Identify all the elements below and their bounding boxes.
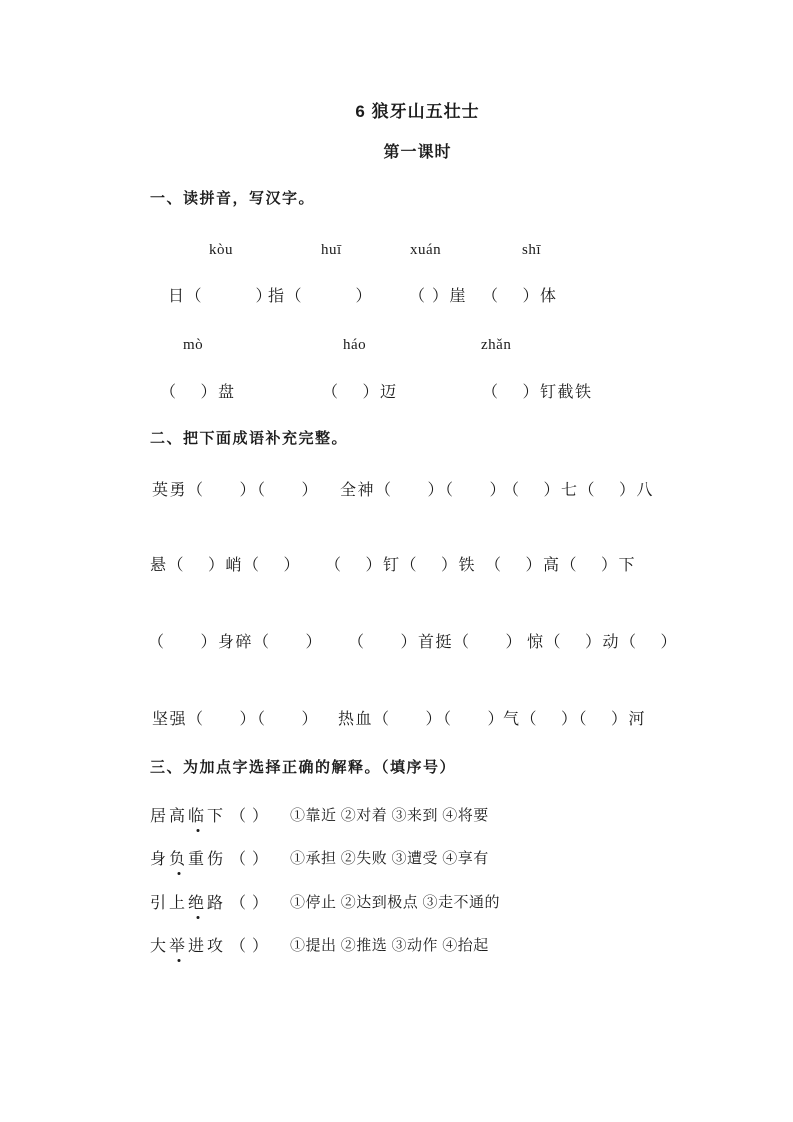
dotted-char: 绝 [188,895,208,912]
explain-item-4 [0,937,793,1017]
option-list: ①靠近 ②对着 ③来到 ④将要 [290,808,489,824]
idiom-blank-group: 热血（ ）（ ） [338,711,506,728]
phrase-with-dotted-char [150,937,269,957]
option-list: ①提出 ②推选 ③动作 ④抬起 [290,938,489,954]
phrase-text: 大 [150,938,170,955]
idiom-blank-group: （ ）七（ ）八 [503,482,655,499]
pinyin-xuan: xuán [410,242,442,258]
pinyin-hui: huī [321,242,342,258]
phrase-text: 居高 [150,808,189,825]
fill-blank-group: （ ）迈 [322,384,398,401]
dotted-char: 负 [169,851,189,868]
section1-heading: 一、读拼音，写汉字。 [150,190,316,207]
option-list: ①承担 ②失败 ③遭受 ④享有 [290,851,489,867]
idiom-blank-group: 惊（ ）动（ ） [527,634,679,651]
phrase-text: 路 [207,895,227,912]
fill-blank-group: 指（ ） [268,288,374,305]
phrase-text: 下 [207,808,227,825]
fill-blank-group: 日（ ） [168,288,274,305]
option-list: ①停止 ②达到极点 ③走不通的 [290,895,501,911]
dotted-char: 举 [169,938,189,955]
phrase-with-dotted-char [150,850,269,870]
section3-heading: 三、为加点字选择正确的解释。（填序号） [150,759,457,776]
fill-blank-group: （ ）崖 [409,288,468,305]
pinyin-zhan: zhǎn [481,337,512,353]
idiom-blank-group: 全神（ ）（ ） [340,482,508,499]
idiom-blank-group: （ ）首挺（ ） [348,634,524,651]
idiom-blank-group: 悬（ ）峭（ ） [150,557,302,574]
idiom-blank-group: （ ）身碎（ ） [148,634,324,651]
answer-blank: （ ） [230,851,270,868]
phrase-with-dotted-char [150,807,269,827]
answer-blank: （ ） [230,895,270,912]
lesson-title: 6 狼牙山五壮士 [355,102,480,121]
hanzi-row-2 [0,383,793,483]
fill-blank-group: （ ）钉截铁 [482,384,593,401]
section2-heading: 二、把下面成语补充完整。 [150,430,349,447]
idiom-blank-group: （ ）高（ ）下 [485,557,637,574]
phrase-text: 进攻 [188,938,227,955]
fill-blank-group: （ ）盘 [160,384,236,401]
answer-blank: （ ） [230,808,270,825]
answer-blank: （ ） [230,938,270,955]
fill-blank-group: （ ）体 [482,288,558,305]
idiom-blank-group: （ ）钉（ ）铁 [325,557,477,574]
phrase-with-dotted-char [150,894,269,914]
phrase-text: 引上 [150,895,189,912]
idiom-blank-group: 气（ ）（ ）河 [503,711,647,728]
pinyin-hao: háo [343,337,367,353]
session-subtitle: 第一课时 [383,144,452,161]
idiom-blank-group: 英勇（ ）（ ） [152,482,320,499]
pinyin-shi: shī [522,242,542,258]
phrase-text: 重伤 [188,851,227,868]
idiom-blank-group: 坚强（ ）（ ） [152,711,320,728]
pinyin-mo: mò [183,337,204,353]
phrase-text: 身 [150,851,170,868]
pinyin-kou: kòu [209,242,233,258]
dotted-char: 临 [188,808,208,825]
